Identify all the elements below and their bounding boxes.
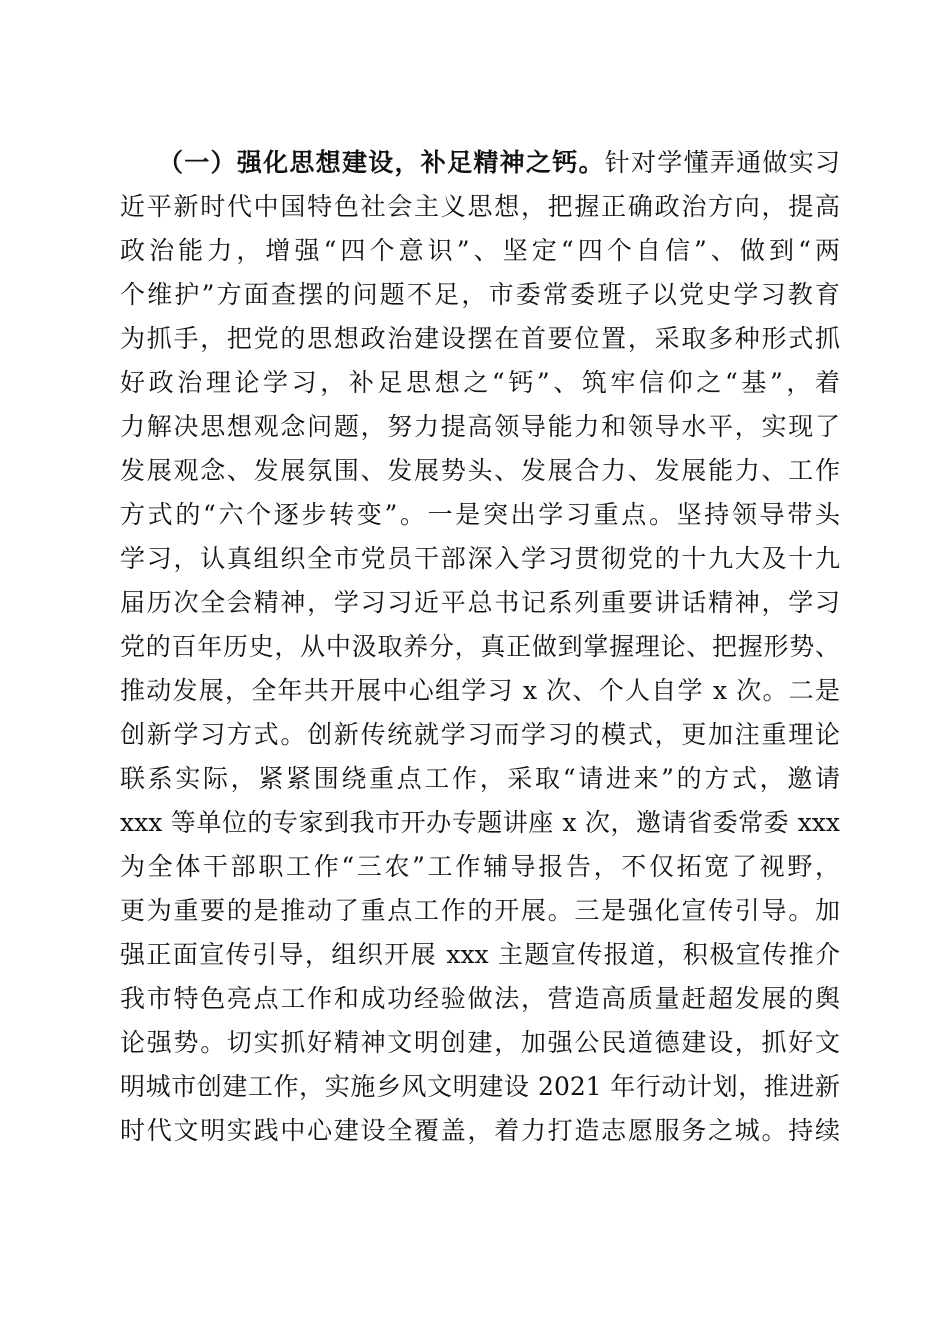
paragraph-line-15: 联系实际，紧紧围绕重点工作，采取“请进来”的方式，邀请 — [120, 764, 840, 793]
paragraph-line-6: 好政治理论学习，补足思想之“钙”、筑牢信仰之“基”，着 — [120, 368, 840, 397]
paragraph-line-20: 我市特色亮点工作和成功经验做法，营造高质量赶超发展的舆 — [120, 984, 840, 1013]
paragraph-line-17: 为全体干部职工作“三农”工作辅导报告，不仅拓宽了视野， — [120, 852, 840, 881]
paragraph-line-9: 方式的“六个逐步转变”。一是突出学习重点。坚持领导带头 — [120, 500, 840, 529]
paragraph-line-14: 创新学习方式。创新传统就学习而学习的模式，更加注重理论 — [120, 720, 840, 749]
paragraph-line-5: 为抓手，把党的思想政治建设摆在首要位置，采取多种形式抓 — [120, 324, 840, 353]
paragraph-line-1 — [120, 141, 840, 185]
paragraph-line-4: 个维护”方面查摆的问题不足，市委常委班子以党史学习教育 — [120, 280, 840, 309]
paragraph-line-22: 明城市创建工作，实施乡风文明建设 2021 年行动计划，推进新 — [120, 1072, 840, 1101]
paragraph-line-2: 近平新时代中国特色社会主义思想，把握正确政治方向，提高 — [120, 192, 840, 221]
paragraph-line-3: 政治能力，增强“四个意识”、坚定“四个自信”、做到“两 — [120, 236, 840, 265]
paragraph-line-23: 时代文明实践中心建设全覆盖，着力打造志愿服务之城。持续 — [120, 1116, 840, 1145]
paragraph-line-11: 届历次全会精神，学习习近平总书记系列重要讲话精神，学习 — [120, 588, 840, 617]
paragraph-line-10: 学习，认真组织全市党员干部深入学习贯彻党的十九大及十九 — [120, 544, 840, 573]
paragraph-line-21: 论强势。切实抓好精神文明创建，加强公民道德建设，抓好文 — [120, 1028, 840, 1057]
paragraph-line-18: 更为重要的是推动了重点工作的开展。三是强化宣传引导。加 — [120, 896, 840, 925]
document-body — [120, 141, 840, 1153]
paragraph-line-19: 强正面宣传引导，组织开展 xxx 主题宣传报道，积极宣传推介 — [120, 940, 840, 969]
section-heading: （一）强化思想建设，补足精神之钙。 — [158, 148, 605, 177]
paragraph-line-1-text: 针对学懂弄通做实习 — [604, 148, 840, 177]
paragraph-line-13: 推动发展，全年共开展中心组学习 x 次、个人自学 x 次。二是 — [120, 676, 840, 705]
paragraph-line-12: 党的百年历史，从中汲取养分，真正做到掌握理论、把握形势、 — [120, 632, 840, 661]
paragraph-line-16: xxx 等单位的专家到我市开办专题讲座 x 次，邀请省委常委 xxx — [120, 808, 840, 837]
paragraph-line-8: 发展观念、发展氛围、发展势头、发展合力、发展能力、工作 — [120, 456, 840, 485]
paragraph-line-7: 力解决思想观念问题，努力提高领导能力和领导水平，实现了 — [120, 412, 840, 441]
